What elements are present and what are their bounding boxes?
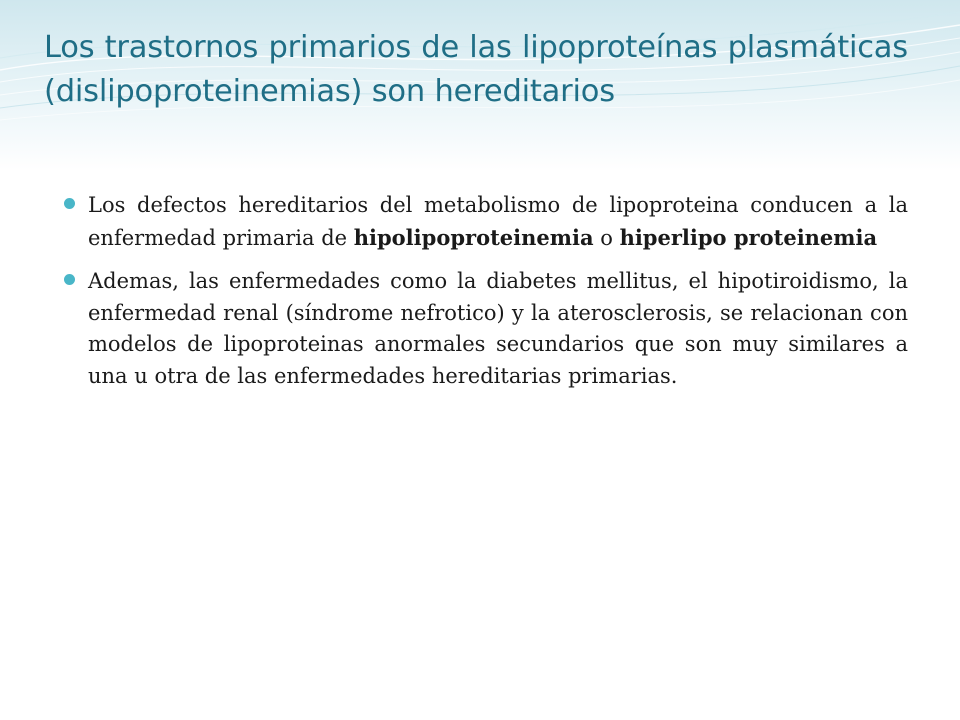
bullet-1-bold-term-2: hiperlipo proteinemia [619, 224, 878, 250]
bullet-1-text: Los defectos hereditarios del metabolismo de lipoproteina conducen a la enfermedad primaria de [88, 193, 908, 250]
bullet-item-2 [66, 266, 908, 392]
bullet-1-connector: o [593, 225, 620, 250]
bullet-list [66, 190, 908, 404]
bullet-2-text: Ademas, las enfermedades como la diabetes mellitus, el hipotiroidismo, la enfermedad renal (síndrome nefrotico) y la aterosclerosis, se relacionan con modelos de lipoproteinas anormales secundarios que son muy similares a una u otra de las enfermedades hereditarias primarias. [88, 269, 908, 388]
bullet-dot-icon [64, 274, 75, 285]
bullet-item-1 [66, 190, 908, 254]
slide-title: Los trastornos primarios de las lipoproteínas plasmáticas (dislipoproteinemias) son hereditarios [44, 30, 908, 109]
bullet-1-bold-term-1: hipolipoproteinemia [353, 224, 594, 250]
bullet-dot-icon [64, 198, 75, 209]
